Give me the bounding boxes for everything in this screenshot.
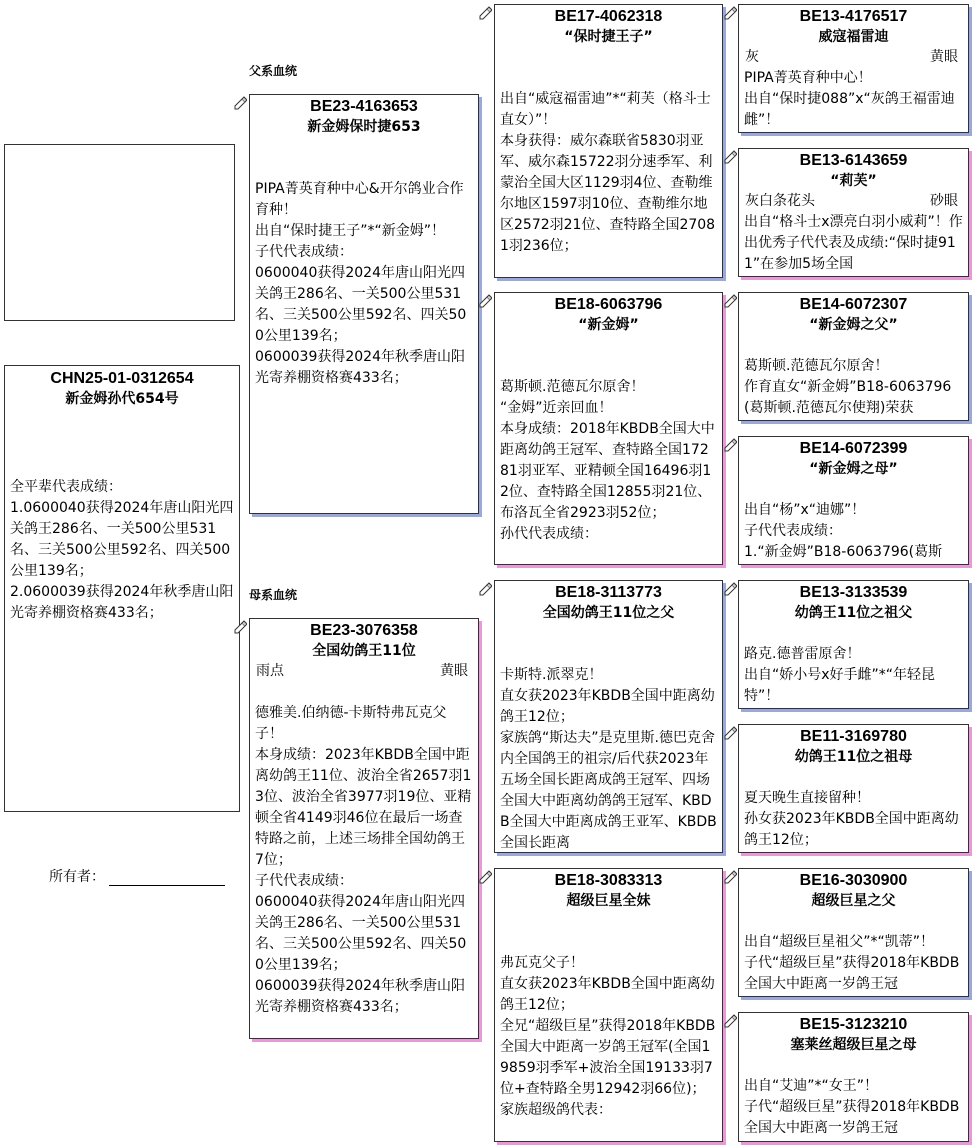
ring-number: BE23-4163653 [310,98,418,115]
dam-sire-sire-card[interactable] [738,580,969,709]
dam-sire-card[interactable] [494,580,723,853]
pigeon-notes: 出自“艾迪”*“女王”！ 子代“超级巨星”获得2018年KBDB全国大中距离一岁鸽王冠 [744,1078,960,1136]
pigeon-name: “新金姆之母” [809,461,898,477]
sire-dam-dam-card[interactable] [738,436,969,565]
color-eye-row [250,661,478,682]
dam-sire-dam-card[interactable] [738,724,969,853]
feather-color: 雨点 [256,663,284,679]
sire-dam-sire-card[interactable] [738,292,969,421]
pigeon-notes: 夏天晚生直接留种！ 孙女获2023年KBDB全国中距离幼鸽王12位； [744,790,959,848]
pigeon-name: 超级巨星全妹 [566,893,651,909]
photo-box [4,144,235,321]
eye-color: 黄眼 [440,663,468,679]
edit-pencil-icon[interactable] [478,6,492,20]
dam-line-label: 母系血统 [249,588,298,602]
edit-pencil-icon[interactable] [723,582,737,596]
pigeon-name: “新金姆” [578,317,639,333]
eye-color: 黄眼 [930,49,958,65]
edit-pencil-icon[interactable] [233,620,247,634]
pigeon-name: 新金姆孙代654号 [65,391,179,407]
ring-number: BE13-4176517 [799,8,908,25]
sire-sire-dam-card[interactable] [738,148,969,277]
ring-number: BE15-3123210 [799,1016,908,1033]
ring-number: BE11-3169780 [800,728,907,745]
edit-pencil-icon[interactable] [233,96,247,110]
edit-pencil-icon[interactable] [723,438,737,452]
pigeon-name: 新金姆保时捷653 [307,119,421,135]
sire-sire-card[interactable] [494,4,723,278]
edit-pencil-icon[interactable] [723,6,737,20]
color-eye-row [739,47,968,68]
ring-number: BE14-6072307 [799,296,908,313]
ring-number: BE18-3083313 [554,872,663,889]
dam-dam-dam-card[interactable] [738,1012,969,1142]
edit-pencil-icon[interactable] [723,150,737,164]
owner-label: 所有者： [49,869,105,885]
pigeon-name: “莉芙” [830,173,877,189]
sire-line-label: 父系血统 [249,64,298,78]
owner-line [109,871,225,886]
pigeon-name: “新金姆之父” [809,317,898,333]
sire-dam-card[interactable] [494,292,723,565]
ring-number: BE16-3030900 [799,872,908,889]
eye-color: 砂眼 [930,193,958,209]
pigeon-name: 幼鸽王11位之祖父 [794,605,913,621]
edit-pencil-icon[interactable] [478,294,492,308]
edit-pencil-icon[interactable] [478,870,492,884]
dam-dam-sire-card[interactable] [738,868,969,997]
pigeon-notes: PIPA菁英育种中心！ 出自“保时捷088”x“灰鸽王福雷迪雌”！ [744,70,955,128]
color-eye-row [739,191,968,212]
pigeon-name: 幼鸽王11位之祖母 [794,749,913,765]
subject-card[interactable] [4,365,240,812]
pigeon-notes: 出自“超级巨星祖父”*“凯蒂”！ 子代“超级巨星”获得2018年KBDB全国大中距离一岁鸽王冠 [744,934,960,992]
feather-color: 灰白条花头 [745,193,815,209]
pigeon-name: 全国幼鸽王11位之父 [542,605,675,621]
sire-sire-sire-card[interactable] [738,4,969,133]
owner-field[interactable] [49,866,225,886]
pigeon-notes: 路克.德普雷原舍！ 出自“娇小号x好手雌”*“年轻昆特”！ [744,646,936,704]
pigeon-name: 塞莱丝超级巨星之母 [790,1037,917,1053]
ring-number: BE13-6143659 [799,152,908,169]
edit-pencil-icon[interactable] [723,726,737,740]
pigeon-name: 威寇福雷迪 [818,29,889,45]
sire-card[interactable] [249,94,479,514]
edit-pencil-icon[interactable] [723,870,737,884]
edit-pencil-icon[interactable] [723,1014,737,1028]
ring-number: BE17-4062318 [554,8,663,25]
dam-dam-card[interactable] [494,868,723,1142]
ring-number: BE18-3113773 [555,584,662,601]
pigeon-notes: 出自“杨”x“迪娜”！ 子代代表成绩： 1.“新金姆”B18-6063796(葛斯 [744,502,943,560]
pigeon-notes: 德雅美.伯纳德-卡斯特弗瓦克父子！ 本身成绩：2023年KBDB全国中距离幼鸽王11位、波治全省2657羽13位、波治全省3977羽19位、亚精顿全省4149羽46位在最后一场查特路之前，上述三场排全国幼鸽王7位； 子代代表成绩： 0600040获得2024年唐山阳光四关鸽王286名、一关500公里531名、三关500公里592名、四关500公里139名； 0600039获得2024年秋季唐山阳光寄养棚资格赛433名； [255,705,472,1015]
pigeon-notes: 弗瓦克父子！ 直女获2023年KBDB全国中距离幼鸽王12位； 全兄“超级巨星”获得2018年KBDB全国大中距离一岁鸽王冠军(全国19859羽季军+波治全国19133羽7位+查特路全男12942羽66位)； 家族超级鸽代表： [500,955,716,1118]
ring-number: BE23-3076358 [310,622,418,639]
edit-pencil-icon[interactable] [478,582,492,596]
ring-number: BE13-3133539 [799,584,908,601]
pigeon-name: “保时捷王子” [564,29,653,45]
feather-color: 灰 [745,49,759,65]
edit-pencil-icon[interactable] [723,294,737,308]
pigeon-notes: 葛斯顿.范德瓦尔原舍！ “金姆”近亲回血！ 本身成绩：2018年KBDB全国大中距离幼鸽王冠军、查特路全国17281羽亚军、亚精顿全国16496羽12位、查特路全国12855羽21位、布洛瓦全省2923羽52位； 孙代代表成绩： [500,379,715,542]
dam-card[interactable] [249,618,479,1039]
pigeon-notes: 卡斯特.派翠克！ 直女获2023年KBDB全国中距离幼鸽王12位； 家族鸽“斯达夫”是克里斯.德巴克舍内全国鸽王的祖宗/后代获2023年五场全国长距离成鸽王冠军、四场全国大中距离幼鸽鸽王冠军、KBDB全国大中距离成鸽王亚军、KBDB全国长距离 [500,667,717,851]
ring-number: BE18-6063796 [554,296,663,313]
pigeon-name: 全国幼鸽王11位 [312,643,416,659]
pigeon-notes: 葛斯顿.范德瓦尔原舍！ 作育直女“新金姆”B18-6063796(葛斯顿.范德瓦尔使翔)荣获 [744,358,952,416]
ring-number: BE14-6072399 [799,440,908,457]
pigeon-notes: 出自“威寇福雷迪”*“莉芙（格斗士直女）”！ 本身获得：威尔森联省5830羽亚军、威尔森15722羽分速季军、利蒙治全国大区1129羽4位、查勒维尔地区1597羽10位、查勒维尔地区2572羽21位、查特路全国27081羽236位； [500,91,716,254]
pigeon-notes: 全平辈代表成绩： 1.0600040获得2024年唐山阳光四关鸽王286名、一关500公里531名、三关500公里592名、四关500公里139名； 2.0600039获得2024年秋季唐山阳光寄养棚资格赛433名； [10,479,234,621]
pigeon-notes: 出自“格斗士x漂亮白羽小威莉”！作出优秀子代代表及成绩:“保时捷911”在参加5场全国 [744,214,963,272]
ring-number: CHN25-01-0312654 [50,370,194,387]
pigeon-notes: PIPA菁英育种中心&开尔鸽业合作育种！ 出自“保时捷王子”*“新金姆”！ 子代代表成绩： 0600040获得2024年唐山阳光四关鸽王286名、一关500公里531名、三关500公里592名、四关500公里139名； 0600039获得2024年秋季唐山阳光寄养棚资格赛433名； [255,181,467,386]
pigeon-name: 超级巨星之父 [811,893,896,909]
